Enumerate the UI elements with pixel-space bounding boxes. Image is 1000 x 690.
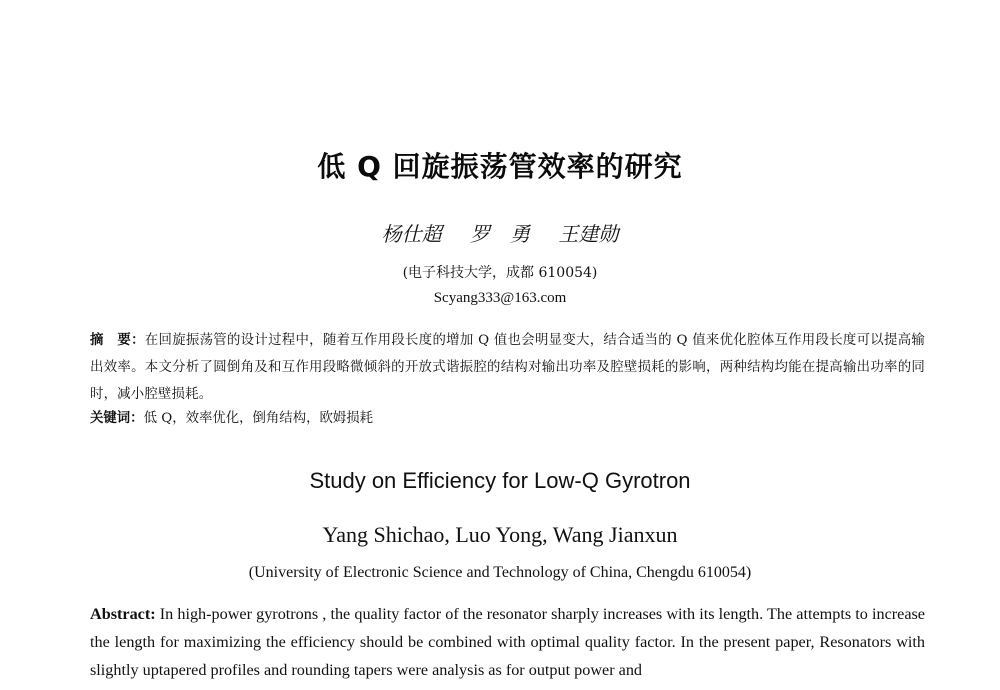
chinese-keywords-text: 低 Q，效率优化，倒角结构，欧姆损耗: [143, 411, 374, 426]
chinese-affiliation: (电子科技大学，成都 610054): [402, 265, 598, 281]
english-abstract: [90, 600, 925, 684]
author-email: Scyang333@163.com: [433, 290, 567, 306]
english-title: Study on Efficiency for Low-Q Gyrotron: [309, 468, 691, 493]
chinese-author: 王建勋: [558, 222, 619, 246]
english-abstract-label: Abstract:: [90, 605, 156, 623]
chinese-author: 罗 勇: [470, 222, 530, 246]
chinese-abstract-text: 在回旋振荡管的设计过程中，随着互作用段长度的增加 Q 值也会明显变大，结合适当的 Q 值来优化腔体互作用段长度可以提高输出效率。本文分析了圆倒角及和互作用段略微倾斜的开放式谐振腔的结构对输出功率及腔壁损耗的影响，两种结构均能在提高输出功率的同时，减小腔壁损耗。: [90, 333, 925, 402]
english-abstract-text: In high-power gyrotrons , the quality factor of the resonator sharply increases with its length. The attempts to increase the length for maximizing the efficiency should be combined with optimal quality factor. In the present paper, Resonators with slightly uptapered profiles and rounding tapers were analysis as for output power and: [90, 605, 925, 679]
chinese-keywords: [90, 408, 925, 430]
chinese-author: 杨仕超: [381, 222, 442, 246]
chinese-keywords-label: 关键词：: [90, 411, 144, 426]
chinese-abstract: [90, 327, 925, 408]
english-affiliation: (University of Electronic Science and Technology of China, Chengdu 610054): [248, 564, 752, 581]
chinese-authors: [0, 218, 1000, 247]
chinese-title: 低 Q 回旋振荡管效率的研究: [317, 150, 683, 183]
english-authors: Yang Shichao, Luo Yong, Wang Jianxun: [322, 522, 678, 547]
chinese-abstract-label: 摘 要：: [90, 333, 145, 348]
